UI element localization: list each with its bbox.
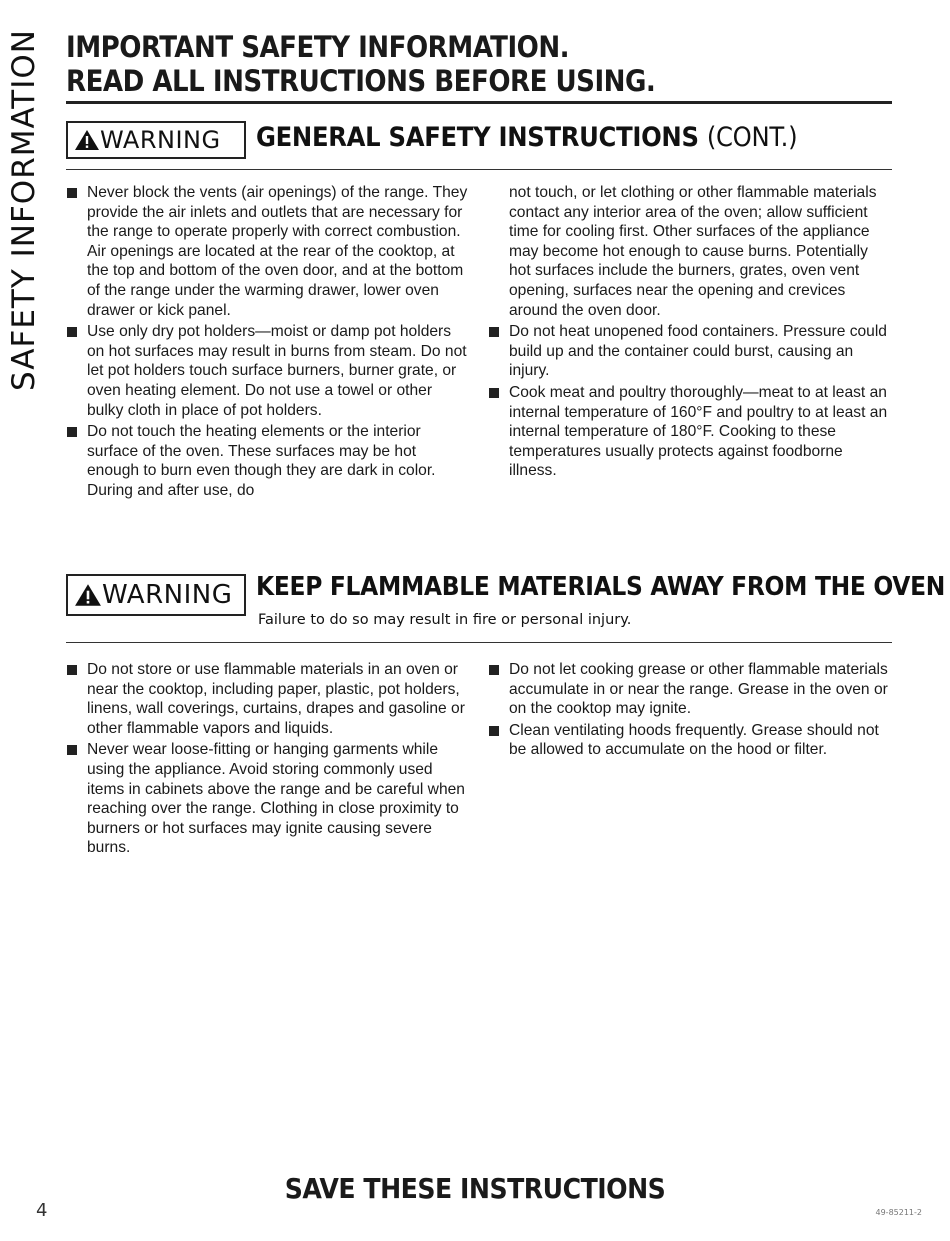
square-bullet-icon xyxy=(67,745,77,755)
list-item: Cook meat and poultry thoroughly—meat to at least an internal temperature of 160°F and poultry to at least an internal temperature of 180°F. Cooking to these temperatures usually protects against foodborne illness. xyxy=(488,383,892,481)
list-item: Do not heat unopened food containers. Pressure could build up and the container could burst, causing an injury. xyxy=(488,322,892,381)
section-subheading: Failure to do so may result in fire or personal injury. xyxy=(258,612,632,628)
list-item: Never block the vents (air openings) of the range. They provide the air inlets and outlets that are necessary for the range to operate properly with correct combustion. Air openings are located at the rear of the cooktop, at the top and bottom of the oven door, and at the bottom of the range under the warming drawer, lower oven drawer or kick panel. xyxy=(66,183,470,320)
square-bullet-icon xyxy=(489,665,499,675)
square-bullet-icon xyxy=(67,327,77,337)
section-heading-suffix: (CONT.) xyxy=(706,122,798,153)
page-number: 4 xyxy=(36,1200,48,1221)
list-item: Do not let cooking grease or other flammable materials accumulate in or near the range. Grease in the oven or on the cooktop may ignite. xyxy=(488,660,892,719)
warning-box-2 xyxy=(66,574,246,616)
list-item: Do not touch the heating elements or the interior surface of the oven. These surfaces may be hot enough to burn even though they are dark in color. During and after use, do xyxy=(66,422,470,500)
section1-right-column xyxy=(488,183,892,483)
warning-label: WARNING xyxy=(102,580,233,610)
save-instructions-footer: SAVE THESE INSTRUCTIONS xyxy=(284,1172,666,1205)
square-bullet-icon xyxy=(489,327,499,337)
square-bullet-icon xyxy=(67,188,77,198)
list-item: Do not store or use flammable materials in an oven or near the cooktop, including paper, plastic, pot holders, linens, wall coverings, curtains, drapes and gasoline or other flammable vapors and liquids. xyxy=(66,660,470,738)
square-bullet-icon xyxy=(489,726,499,736)
document-code: 49-85211-2 xyxy=(875,1208,922,1217)
warning-box-1 xyxy=(66,121,246,159)
warning-label: WARNING xyxy=(100,126,221,154)
title-rule xyxy=(66,101,892,104)
list-item: Use only dry pot holders—moist or damp pot holders on hot surfaces may result in burns from steam. Do not let pot holders touch surface burners, burner grate, or oven heating element. Do not use a towel or other bulky cloth in place of pot holders. xyxy=(66,322,470,420)
section2-left-column xyxy=(66,660,470,860)
list-item: Never wear loose-fitting or hanging garments while using the appliance. Avoid storing commonly used items in cabinets above the range and be careful when reaching over the range. Clothing in close proximity to burners or hot surfaces may ignite causing severe burns. xyxy=(66,740,470,858)
section1-rule xyxy=(66,169,892,170)
square-bullet-icon xyxy=(489,388,499,398)
page-title xyxy=(66,30,896,98)
warning-triangle-icon xyxy=(74,583,102,607)
side-tab-label: SAFETY INFORMATION xyxy=(6,29,42,391)
section-heading-text: GENERAL SAFETY INSTRUCTIONS xyxy=(256,122,699,153)
section1-left-column xyxy=(66,183,470,503)
section2-rule xyxy=(66,642,892,643)
list-item-continuation: not touch, or let clothing or other flammable materials contact any interior area of the oven; allow sufficient time for cooling first. Other surfaces of the appliance may become hot enough to cause burns. Potentially hot surfaces include the burners, grates, oven vent opening, surfaces near the opening and crevices around the oven door. xyxy=(509,184,877,319)
warning-triangle-icon xyxy=(74,129,100,151)
page-title-line1: IMPORTANT SAFETY INFORMATION. xyxy=(66,30,570,64)
square-bullet-icon xyxy=(67,665,77,675)
section-heading-general-safety xyxy=(256,122,797,153)
section2-right-column xyxy=(488,660,892,762)
page-title-line2: READ ALL INSTRUCTIONS BEFORE USING. xyxy=(66,64,656,98)
side-tab xyxy=(2,29,46,391)
section-heading-flammable: KEEP FLAMMABLE MATERIALS AWAY FROM THE OVEN xyxy=(256,572,946,602)
square-bullet-icon xyxy=(67,427,77,437)
list-item: Clean ventilating hoods frequently. Grease should not be allowed to accumulate on the hood or filter. xyxy=(488,721,892,760)
